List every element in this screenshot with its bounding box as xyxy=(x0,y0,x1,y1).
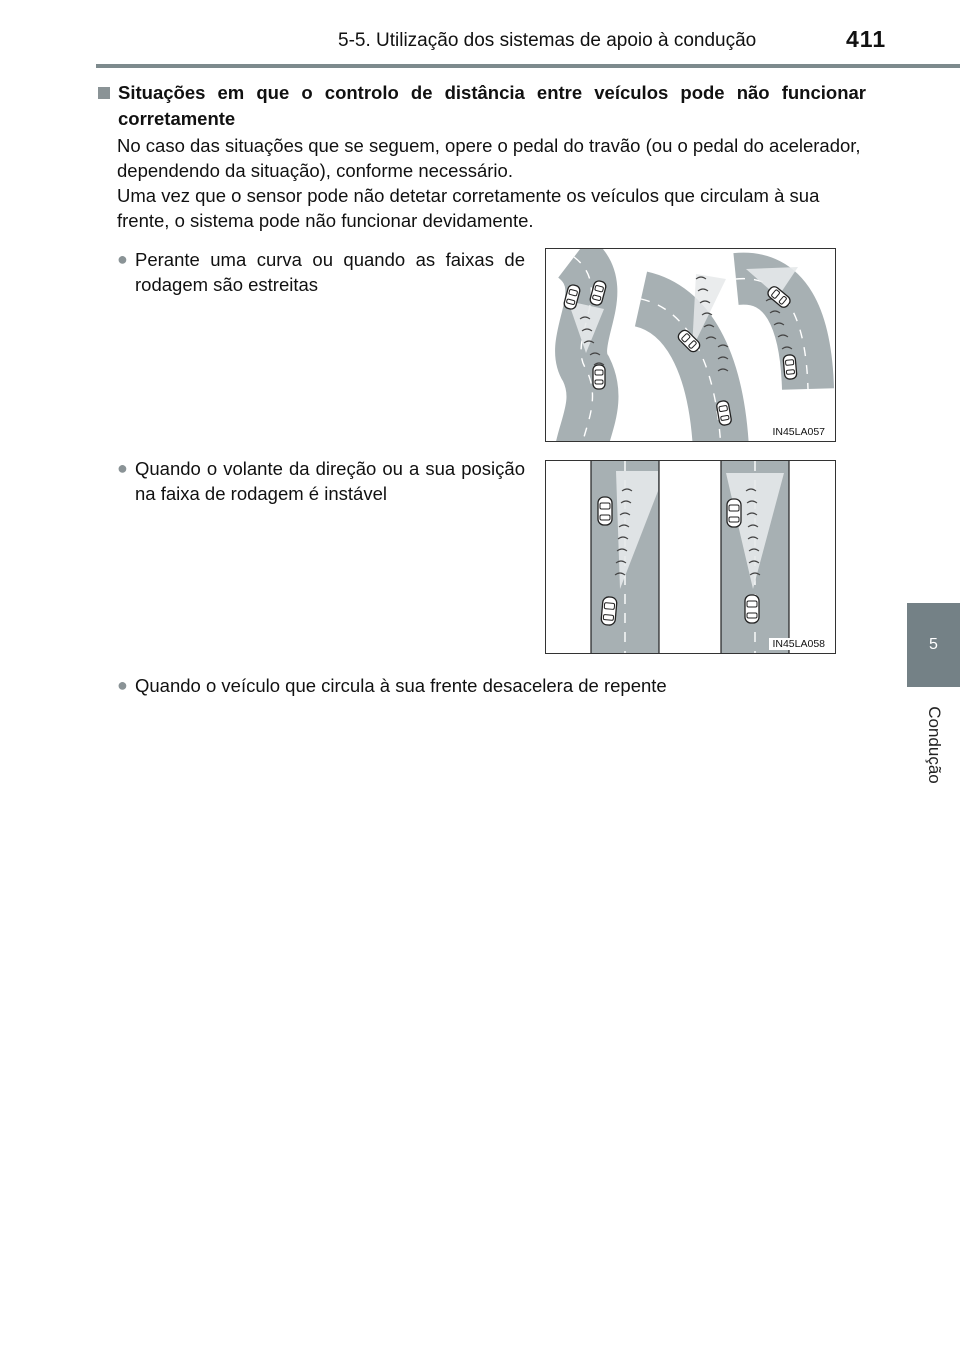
figure-curved-roads xyxy=(545,248,836,442)
figure-straight-roads xyxy=(545,460,836,654)
bullet-dot-icon: ● xyxy=(117,458,128,478)
figure-code: IN45LA057 xyxy=(769,426,828,438)
body-paragraph: Uma vez que o sensor pode não detetar corretamente os veículos que circulam à sua frente, o sistema pode não funcionar devidamente. xyxy=(117,185,820,231)
straight-roads-illustration xyxy=(546,461,835,653)
heading-square-icon xyxy=(98,87,110,99)
figure-code: IN45LA058 xyxy=(769,638,828,650)
header-rule xyxy=(96,64,960,68)
bullet-item xyxy=(117,247,525,297)
chapter-label: Condução xyxy=(925,706,944,784)
section-heading xyxy=(96,80,866,132)
bullet-item xyxy=(117,673,867,698)
running-header: 5-5. Utilização dos sistemas de apoio à condução xyxy=(338,30,757,51)
curved-roads-illustration xyxy=(546,249,835,441)
bullet-dot-icon: ● xyxy=(117,675,128,695)
bullet-text: Quando o veículo que circula à sua frente desacelera de repente xyxy=(135,675,667,696)
chapter-number: 5 xyxy=(929,636,938,653)
bullet-dot-icon: ● xyxy=(117,249,128,269)
bullet-text: Quando o volante da direção ou a sua posição na faixa de rodagem é instável xyxy=(135,458,525,504)
chapter-tab xyxy=(907,603,960,687)
section-heading-text: Situações em que o controlo de distância entre veículos pode não funcionar corretamente xyxy=(118,82,866,129)
body-paragraph: No caso das situações que se seguem, opere o pedal do travão (ou o pedal do acelerador, dependendo da situação), conforme necessário. xyxy=(117,135,861,181)
bullet-text: Perante uma curva ou quando as faixas de rodagem são estreitas xyxy=(135,249,525,295)
page-number: 411 xyxy=(846,26,887,52)
bullet-item xyxy=(117,456,525,506)
